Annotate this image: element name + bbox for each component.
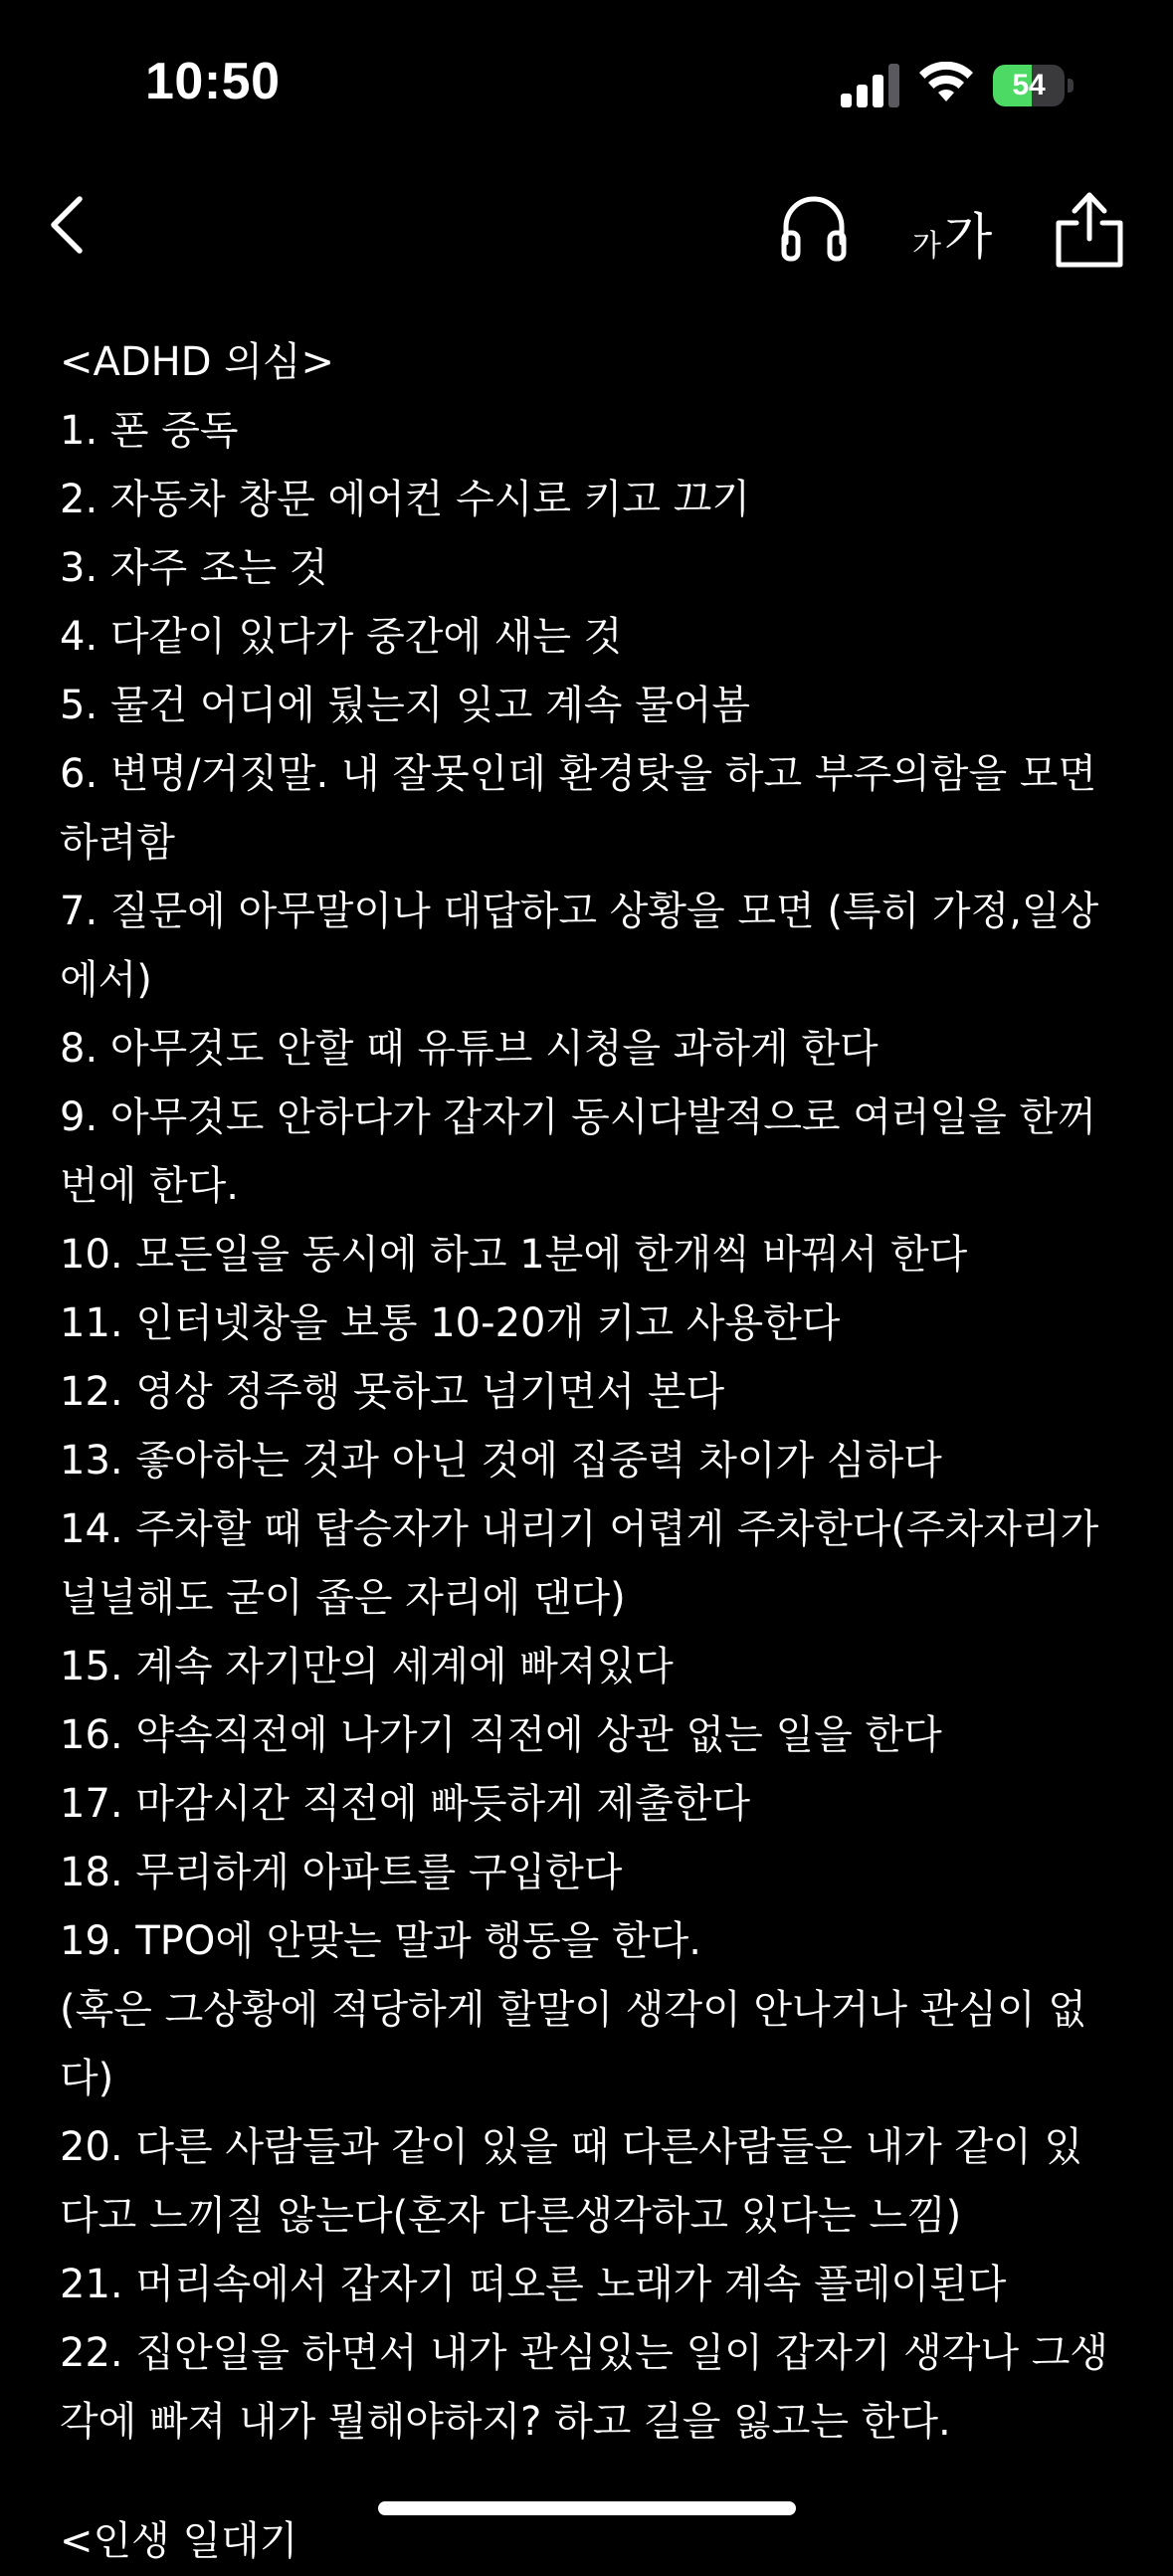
memo-list-item: (혹은 그상황에 적당하게 할말이 생각이 안나거나 관심이 없다)	[60, 1987, 1086, 2101]
memo-list-item: 20. 다른 사람들과 같이 있을 때 다른사람들은 내가 같이 있다고 느끼질 않는다(혼자 다른생각하고 있다는 느낌)	[60, 2124, 1083, 2239]
memo-list-item: 5. 물건 어디에 뒀는지 잊고 계속 물어봄	[60, 683, 751, 728]
battery-cap	[1068, 79, 1074, 93]
memo-list-item: 3. 자주 조는 것	[60, 545, 328, 591]
home-indicator[interactable]	[378, 2501, 796, 2515]
status-bar	[0, 0, 1173, 169]
memo-list-item: 22. 집안일을 하면서 내가 관심있는 일이 갑자기 생각나 그생각에 빠져 내가 뭘해야하지? 하고 길을 잃고는 한다.	[60, 2330, 1109, 2445]
memo-list-item: 12. 영상 정주행 못하고 넘기면서 본다	[60, 1369, 725, 1415]
memo-next-section-partial: <인생 일대기	[60, 2518, 298, 2564]
memo-title: <ADHD 의심>	[60, 339, 335, 385]
memo-list-item: 8. 아무것도 안할 때 유튜브 시청을 과하게 한다	[60, 1026, 879, 1072]
battery-body	[993, 65, 1065, 106]
share-icon[interactable]	[1053, 189, 1126, 269]
memo-list-item: 10. 모든일을 동시에 하고 1분에 한개씩 바꿔서 한다	[60, 1232, 968, 1278]
memo-list-item: 21. 머리속에서 갑자기 떠오른 노래가 계속 플레이된다	[60, 2262, 1007, 2307]
battery-level: 54	[1012, 69, 1046, 101]
memo-list-item: 1. 폰 중독	[60, 408, 239, 454]
font-size-large-label: 가	[944, 208, 993, 266]
memo-list-item: 19. TPO에 안맞는 말과 행동을 한다.	[60, 1918, 701, 1964]
memo-list-item: 14. 주차할 때 탑승자가 내리기 어렵게 주차한다(주차자리가 널널해도 굳이 좁은 자리에 댄다)	[60, 1506, 1111, 1621]
memo-list-item: 4. 다같이 있다가 중간에 새는 것	[60, 614, 623, 660]
chevron-left-icon[interactable]	[40, 189, 99, 261]
memo-list-item: 6. 변명/거짓말. 내 잘못인데 환경탓을 하고 부주의함을 모면하려함	[60, 751, 1097, 866]
battery-indicator	[993, 65, 1076, 106]
memo-list-item: 7. 질문에 아무말이나 대답하고 상황을 모면 (특히 가정,일상에서)	[60, 889, 1099, 1003]
headphones-icon[interactable]	[778, 191, 850, 263]
cellular-signal-icon	[841, 64, 902, 107]
font-size-button[interactable]	[910, 189, 1000, 266]
memo-list-item: 9. 아무것도 안하다가 갑자기 동시다발적으로 여러일을 한꺼번에 한다.	[60, 1094, 1096, 1209]
memo-list	[60, 397, 1114, 2457]
memo-list-item: 15. 계속 자기만의 세계에 빠져있다	[60, 1644, 674, 1689]
font-size-small-label: 가	[912, 229, 941, 264]
memo-list-item: 18. 무리하게 아파트를 구입한다	[60, 1850, 623, 1895]
status-time: 10:50	[145, 53, 281, 110]
memo-list-item: 13. 좋아하는 것과 아닌 것에 집중력 차이가 심하다	[60, 1438, 942, 1484]
memo-list-item: 11. 인터넷창을 보통 10-20개 키고 사용한다	[60, 1300, 841, 1346]
memo-body[interactable]	[60, 328, 1114, 2457]
memo-list-item: 2. 자동차 창문 에어컨 수시로 키고 끄기	[60, 477, 751, 522]
memo-list-item: 17. 마감시간 직전에 빠듯하게 제출한다	[60, 1781, 751, 1827]
wifi-icon	[918, 62, 974, 105]
memo-list-item: 16. 약속직전에 나가기 직전에 상관 없는 일을 한다	[60, 1712, 942, 1758]
